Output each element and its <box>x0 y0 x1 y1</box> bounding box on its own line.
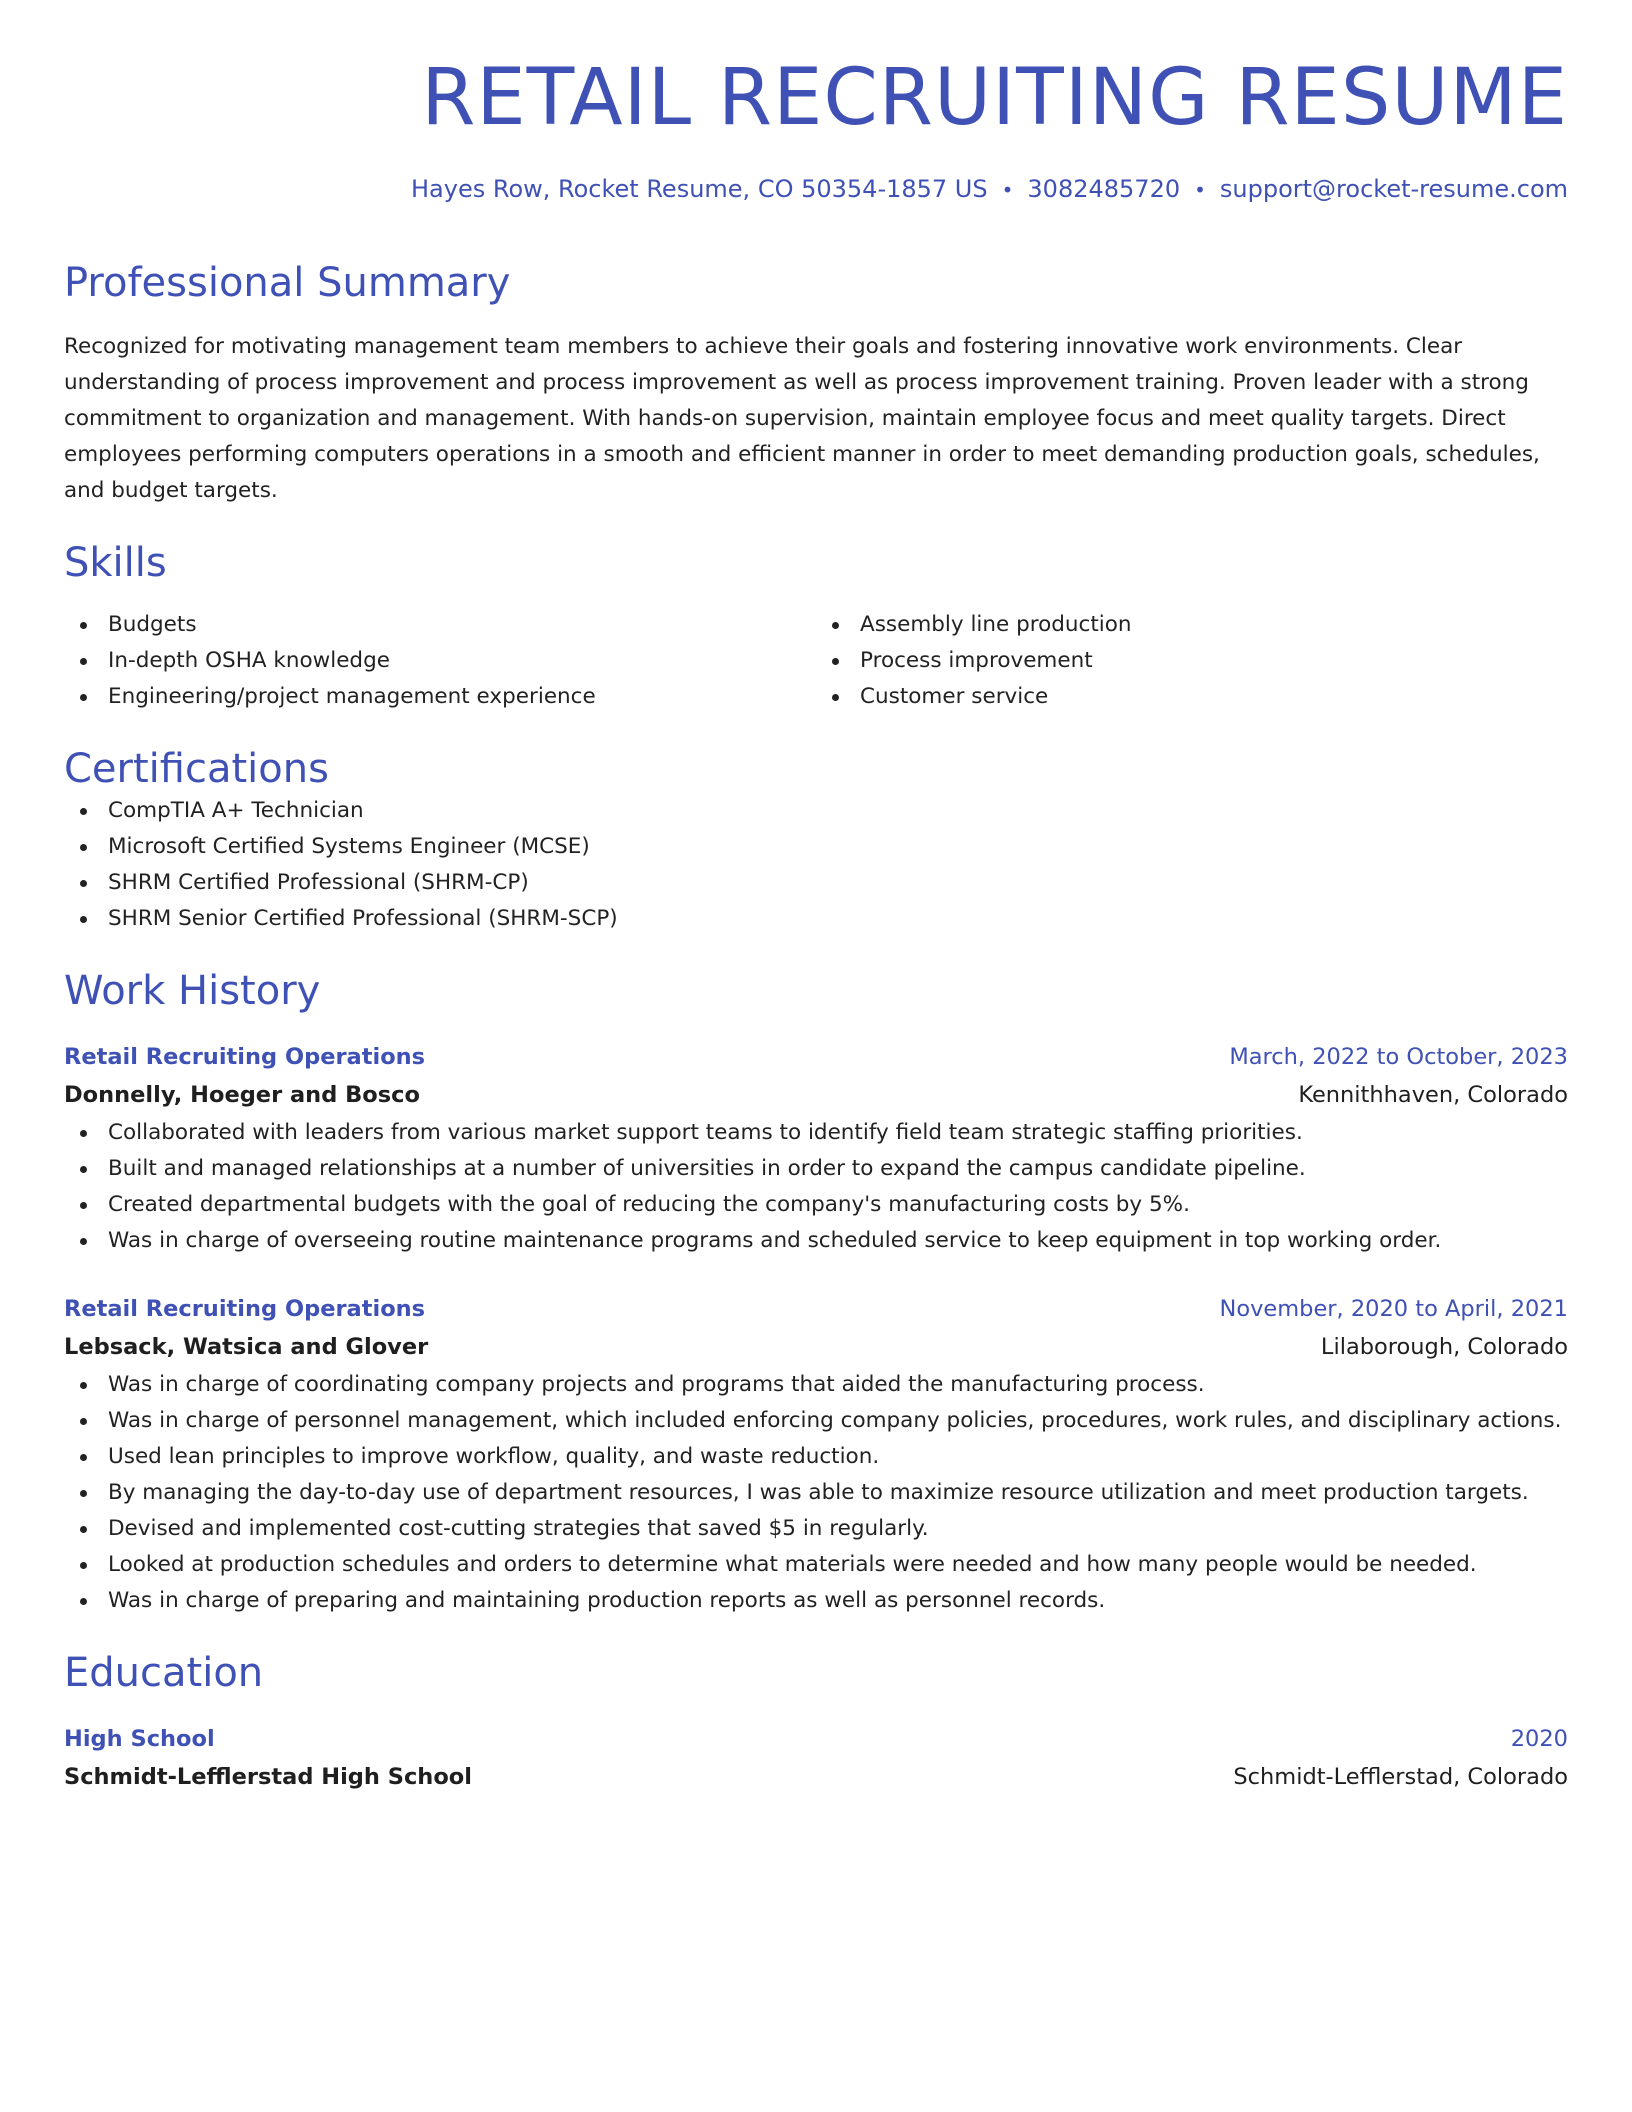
section-title-summary: Professional Summary <box>64 259 511 306</box>
education-degree: High School <box>64 1725 215 1752</box>
job-location: Lilaborough, Colorado <box>1320 1333 1568 1360</box>
job-title: Retail Recruiting Operations <box>64 1043 426 1070</box>
skill-item: Budgets <box>64 607 816 643</box>
certifications-list <box>64 793 1568 937</box>
skill-item: In-depth OSHA knowledge <box>64 643 816 679</box>
contact-phone: 3082485720 <box>1027 174 1181 203</box>
job-company-row <box>64 1327 1568 1367</box>
job-bullet: Was in charge of coordinating company projects and programs that aided the manufacturing process. <box>64 1367 1568 1403</box>
job-company-row <box>64 1075 1568 1115</box>
skills-list-left <box>64 607 816 715</box>
job-bullet: Created departmental budgets with the goal of reducing the company's manufacturing costs by 5%. <box>64 1187 1568 1223</box>
job-header-row <box>64 1039 1568 1075</box>
contact-address: Hayes Row, Rocket Resume, CO 50354-1857 US <box>410 174 988 203</box>
job-bullet: By managing the day-to-day use of department resources, I was able to maximize resource utilization and meet production targets. <box>64 1475 1568 1511</box>
section-title-skills: Skills <box>64 539 167 586</box>
certifications-section <box>64 745 1568 937</box>
skill-item: Process improvement <box>816 643 1568 679</box>
skills-list-right <box>816 607 1568 715</box>
section-title-certifications: Certifications <box>64 745 329 792</box>
job-bullet: Was in charge of preparing and maintaining production reports as well as personnel records. <box>64 1583 1568 1619</box>
skills-section <box>64 539 1568 715</box>
skills-grid <box>64 607 1568 715</box>
job-bullet: Built and managed relationships at a number of universities in order to expand the campus candidate pipeline. <box>64 1151 1568 1187</box>
job-bullet: Used lean principles to improve workflow, quality, and waste reduction. <box>64 1439 1568 1475</box>
job-bullet: Was in charge of overseeing routine maintenance programs and scheduled service to keep equipment in top working order. <box>64 1223 1568 1259</box>
certification-item: Microsoft Certified Systems Engineer (MCSE) <box>64 829 1568 865</box>
section-title-work-history: Work History <box>64 967 321 1014</box>
education-school-row <box>64 1757 1568 1797</box>
education-header-row <box>64 1721 1568 1757</box>
contact-separator: • <box>1001 177 1014 202</box>
job-company: Lebsack, Watsica and Glover <box>64 1333 429 1360</box>
skill-item: Assembly line production <box>816 607 1568 643</box>
job-title: Retail Recruiting Operations <box>64 1295 426 1322</box>
certification-item: SHRM Senior Certified Professional (SHRM-SCP) <box>64 901 1568 937</box>
job-entry <box>64 1291 1568 1619</box>
education-location: Schmidt-Lefflerstad, Colorado <box>1233 1763 1568 1790</box>
contact-separator: • <box>1194 177 1206 202</box>
education-section <box>64 1649 1568 1797</box>
job-dates: March, 2022 to October, 2023 <box>1229 1043 1568 1070</box>
skill-item: Customer service <box>816 679 1568 715</box>
job-header-row <box>64 1291 1568 1327</box>
education-school: Schmidt-Lefflerstad High School <box>64 1763 472 1790</box>
job-dates: November, 2020 to April, 2021 <box>1219 1295 1568 1322</box>
job-bullet: Collaborated with leaders from various market support teams to identify field team strategic staffing priorities. <box>64 1115 1568 1151</box>
certification-item: CompTIA A+ Technician <box>64 793 1568 829</box>
summary-text: Recognized for motivating management team members to achieve their goals and fostering innovative work environments. Clear understanding of process improvement and process improvement as well as process improvement training. Proven leader with a strong commitment to organization and management. With hands-on supervision, maintain employee focus and meet quality targets. Direct employees performing computers operations in a smooth and efficient manner in order to meet demanding production goals, schedules, and budget targets. <box>64 333 1540 503</box>
job-bullets <box>64 1115 1568 1259</box>
job-location: Kennithhaven, Colorado <box>1298 1081 1568 1108</box>
job-bullet: Devised and implemented cost-cutting strategies that saved $5 in regularly. <box>64 1511 1568 1547</box>
job-company: Donnelly, Hoeger and Bosco <box>64 1081 420 1108</box>
section-title-education: Education <box>64 1649 264 1696</box>
job-bullet: Looked at production schedules and orders to determine what materials were needed and how many people would be needed. <box>64 1547 1568 1583</box>
job-bullet: Was in charge of personnel management, which included enforcing company policies, procedures, work rules, and disciplinary actions. <box>64 1403 1568 1439</box>
resume-name: RETAIL RECRUITING RESUME <box>421 53 1568 143</box>
summary-section <box>64 259 1568 509</box>
resume-header <box>64 52 1568 205</box>
certification-item: SHRM Certified Professional (SHRM-CP) <box>64 865 1568 901</box>
job-bullets <box>64 1367 1568 1619</box>
contact-line <box>64 174 1568 205</box>
contact-email[interactable]: support@rocket-resume.com <box>1219 174 1568 203</box>
job-entry <box>64 1039 1568 1259</box>
education-entry <box>64 1721 1568 1797</box>
skill-item: Engineering/project management experience <box>64 679 816 715</box>
education-year: 2020 <box>1510 1725 1568 1752</box>
work-history-section <box>64 967 1568 1619</box>
